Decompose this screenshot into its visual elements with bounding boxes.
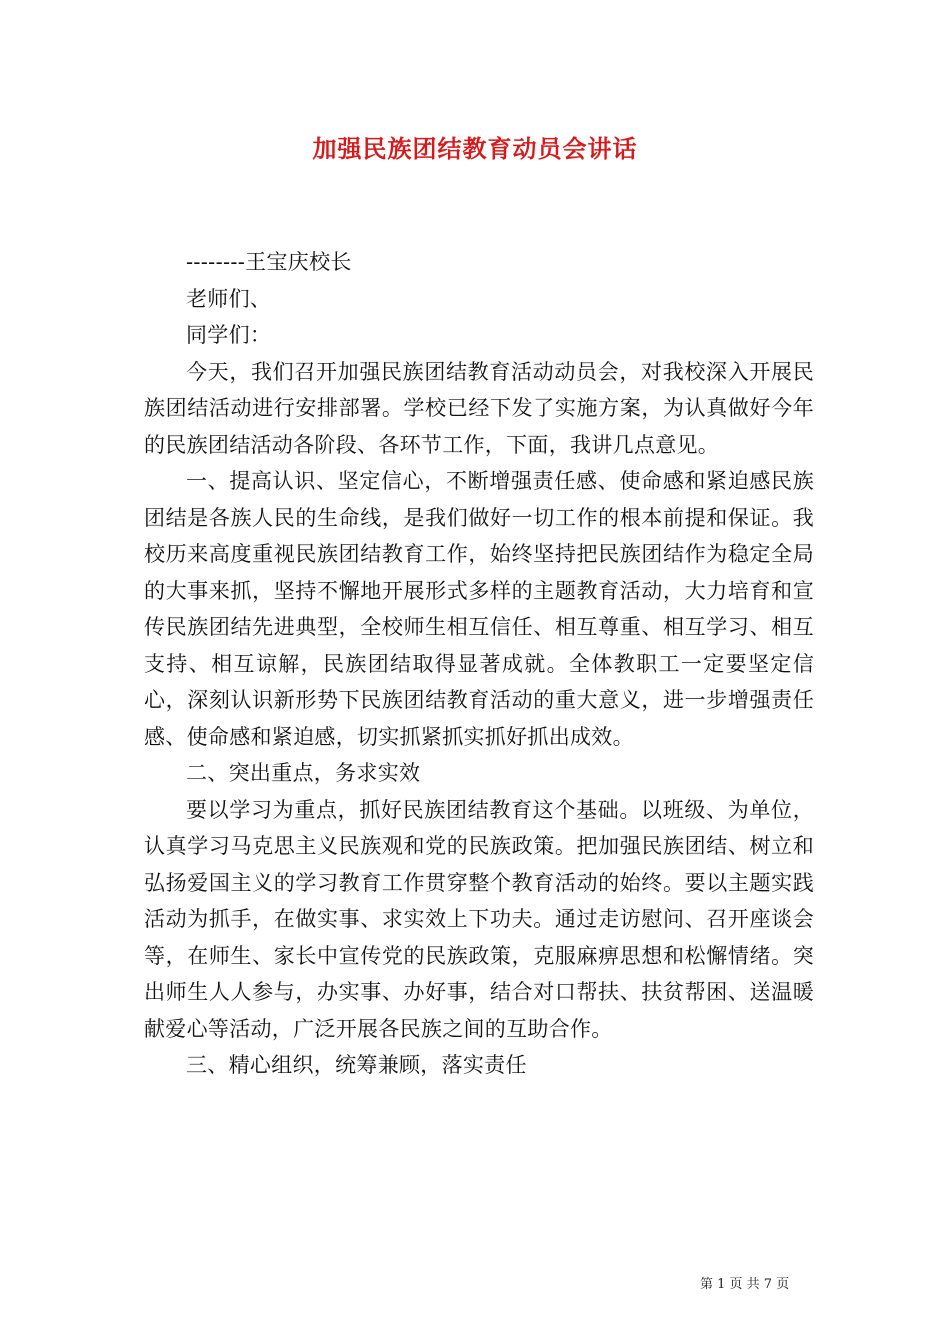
signature-line: --------王宝庆校长 [186,250,352,274]
page-indicator: 第 1 页 共 7 页 [700,1277,790,1292]
document-body [144,244,814,1084]
paragraph-section-1: 一、提高认识、坚定信心，不断增强责任感、使命感和紧迫感民族团结是各族人民的生命线，是我们做好一切工作的根本前提和保证。我校历来高度重视民族团结教育工作，始终坚持把民族团结作为稳定全局的大事来抓，坚持不懈地开展形式多样的主题教育活动，大力培育和宣传民族团结先进典型，全校师生相互信任、相互尊重、相互学习、相互支持、相互谅解，民族团结取得显著成就。全体教职工一定要坚定信心，深刻认识新形势下民族团结教育活动的重大意义，进一步增强责任感、使命感和紧迫感，切实抓紧抓实抓好抓出成效。 [144,469,814,749]
section-heading-3: 三、精心组织，统筹兼顾，落实责任 [186,1053,527,1077]
paragraph-section-2: 要以学习为重点，抓好民族团结教育这个基础。以班级、为单位，认真学习马克思主义民族观和党的民族政策。把加强民族团结、树立和弘扬爱国主义的学习教育工作贯穿整个教育活动的始终。要以主题实践活动为抓手，在做实事、求实效上下功夫。通过走访慰问、召开座谈会等，在师生、家长中宣传党的民族政策，克服麻痹思想和松懈情绪。突出师生人人参与，办实事、办好事，结合对口帮扶、扶贫帮困、送温暖献爱心等活动，广泛开展各民族之间的互助合作。 [144,797,814,1041]
section-heading-2: 二、突出重点，务求实效 [186,761,421,785]
greeting-students: 同学们： [186,323,272,347]
paragraph-intro: 今天，我们召开加强民族团结教育活动动员会，对我校深入开展民族团结活动进行安排部署。学校已经下发了实施方案，为认真做好今年的民族团结活动各阶段、各环节工作，下面，我讲几点意见。 [144,359,814,457]
document-title: 加强民族团结教育动员会讲话 [312,134,638,163]
greeting-teachers: 老师们、 [186,286,272,311]
